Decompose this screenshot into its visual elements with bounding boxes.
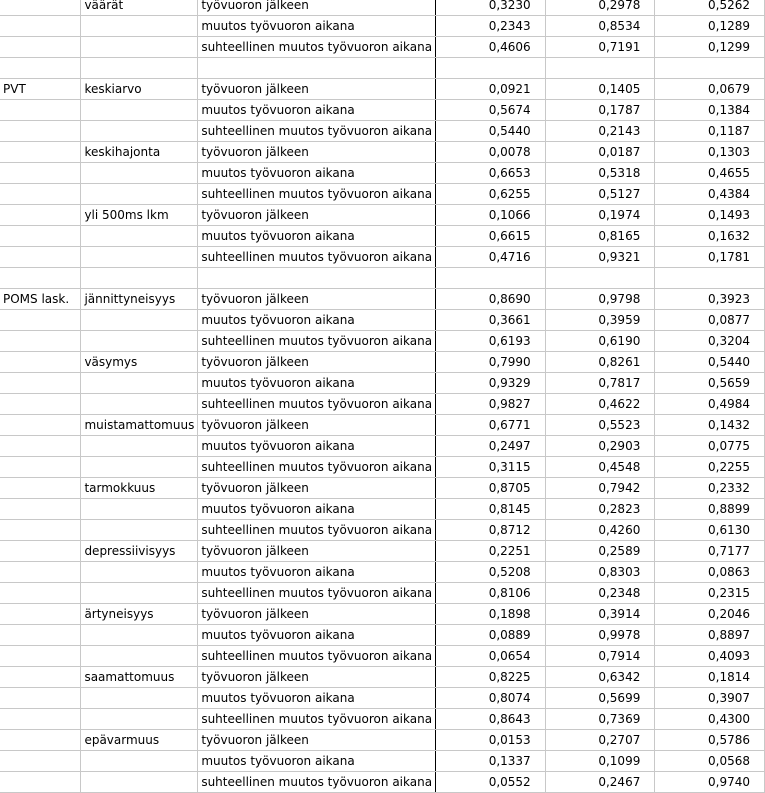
value-cell-c[interactable]: 0,3923	[655, 289, 765, 310]
measure-cell[interactable]	[81, 751, 198, 772]
value-cell-c[interactable]: 0,0877	[655, 310, 765, 331]
condition-cell[interactable]: muutos työvuoron aikana	[198, 16, 436, 37]
value-cell-c[interactable]: 0,2315	[655, 583, 765, 604]
measure-cell[interactable]: muistamattomuus	[81, 415, 198, 436]
group-cell[interactable]	[0, 100, 81, 121]
value-cell-b[interactable]: 0,5127	[545, 184, 655, 205]
value-cell-b[interactable]: 0,3914	[545, 604, 655, 625]
measure-cell[interactable]: yli 500ms lkm	[81, 205, 198, 226]
value-cell-c[interactable]: 0,5786	[655, 730, 765, 751]
table-row	[0, 79, 765, 100]
condition-cell[interactable]	[198, 268, 436, 289]
value-cell-a[interactable]: 0,3115	[436, 457, 546, 478]
value-cell-a[interactable]: 0,7990	[436, 352, 546, 373]
group-cell[interactable]	[0, 184, 81, 205]
group-cell[interactable]	[0, 373, 81, 394]
group-cell[interactable]	[0, 394, 81, 415]
value-cell-c[interactable]: 0,4384	[655, 184, 765, 205]
group-cell[interactable]	[0, 583, 81, 604]
value-cell-b[interactable]: 0,2903	[545, 436, 655, 457]
group-cell[interactable]	[0, 772, 81, 793]
condition-cell[interactable]: suhteellinen muutos työvuoron aikana	[198, 520, 436, 541]
value-cell-a[interactable]	[436, 268, 546, 289]
condition-cell[interactable]: suhteellinen muutos työvuoron aikana	[198, 121, 436, 142]
value-cell-a[interactable]: 0,0552	[436, 772, 546, 793]
value-cell-a[interactable]: 0,1898	[436, 604, 546, 625]
condition-cell[interactable]: muutos työvuoron aikana	[198, 226, 436, 247]
condition-cell[interactable]: työvuoron jälkeen	[198, 79, 436, 100]
group-cell[interactable]	[0, 163, 81, 184]
value-cell-a[interactable]: 0,1337	[436, 751, 546, 772]
value-cell-a[interactable]: 0,5440	[436, 121, 546, 142]
value-cell-a[interactable]: 0,8145	[436, 499, 546, 520]
condition-cell[interactable]: työvuoron jälkeen	[198, 289, 436, 310]
value-cell-c[interactable]: 0,1303	[655, 142, 765, 163]
table-row	[0, 604, 765, 625]
value-cell-c[interactable]: 0,1299	[655, 37, 765, 58]
value-cell-c[interactable]: 0,9740	[655, 772, 765, 793]
condition-cell[interactable]: työvuoron jälkeen	[198, 730, 436, 751]
value-cell-c[interactable]: 0,4093	[655, 646, 765, 667]
table-row	[0, 499, 765, 520]
value-cell-a[interactable]: 0,5674	[436, 100, 546, 121]
measure-cell[interactable]	[81, 226, 198, 247]
table-row	[0, 646, 765, 667]
table-row	[0, 0, 765, 16]
measure-cell[interactable]	[81, 499, 198, 520]
measure-cell[interactable]	[81, 310, 198, 331]
measure-cell[interactable]	[81, 520, 198, 541]
value-cell-b[interactable]: 0,2823	[545, 499, 655, 520]
measure-cell[interactable]	[81, 709, 198, 730]
group-cell[interactable]	[0, 142, 81, 163]
table-row	[0, 457, 765, 478]
group-cell[interactable]	[0, 436, 81, 457]
table-row	[0, 541, 765, 562]
group-cell[interactable]	[0, 625, 81, 646]
value-cell-b[interactable]: 0,2707	[545, 730, 655, 751]
table-row	[0, 37, 765, 58]
condition-cell[interactable]: suhteellinen muutos työvuoron aikana	[198, 331, 436, 352]
value-cell-a[interactable]: 0,0078	[436, 142, 546, 163]
group-cell[interactable]	[0, 310, 81, 331]
condition-cell[interactable]: muutos työvuoron aikana	[198, 100, 436, 121]
value-cell-a[interactable]: 0,3661	[436, 310, 546, 331]
value-cell-b[interactable]: 0,4548	[545, 457, 655, 478]
value-cell-c[interactable]: 0,5659	[655, 373, 765, 394]
condition-cell[interactable]: työvuoron jälkeen	[198, 142, 436, 163]
measure-cell[interactable]	[81, 583, 198, 604]
measure-cell[interactable]: keskihajonta	[81, 142, 198, 163]
value-cell-c[interactable]: 0,0863	[655, 562, 765, 583]
group-cell[interactable]	[0, 331, 81, 352]
group-cell[interactable]	[0, 37, 81, 58]
measure-cell[interactable]: väsymys	[81, 352, 198, 373]
table-row	[0, 688, 765, 709]
group-cell[interactable]	[0, 121, 81, 142]
measure-cell[interactable]	[81, 100, 198, 121]
group-cell[interactable]	[0, 604, 81, 625]
measure-cell[interactable]	[81, 457, 198, 478]
table-row	[0, 436, 765, 457]
value-cell-a[interactable]: 0,4606	[436, 37, 546, 58]
condition-cell[interactable]: työvuoron jälkeen	[198, 352, 436, 373]
condition-cell[interactable]: muutos työvuoron aikana	[198, 562, 436, 583]
table-row	[0, 352, 765, 373]
value-cell-c[interactable]	[655, 58, 765, 79]
value-cell-a[interactable]: 0,9827	[436, 394, 546, 415]
value-cell-c[interactable]: 0,7177	[655, 541, 765, 562]
table-row	[0, 16, 765, 37]
table-row	[0, 478, 765, 499]
value-cell-a[interactable]: 0,0921	[436, 79, 546, 100]
value-cell-a[interactable]: 0,0889	[436, 625, 546, 646]
measure-cell[interactable]	[81, 16, 198, 37]
condition-cell[interactable]: suhteellinen muutos työvuoron aikana	[198, 37, 436, 58]
table-row	[0, 268, 765, 289]
condition-cell[interactable]: työvuoron jälkeen	[198, 478, 436, 499]
value-cell-b[interactable]: 0,6342	[545, 667, 655, 688]
value-cell-c[interactable]: 0,5262	[655, 0, 765, 16]
table-row	[0, 583, 765, 604]
condition-cell[interactable]: suhteellinen muutos työvuoron aikana	[198, 394, 436, 415]
group-cell[interactable]	[0, 352, 81, 373]
condition-cell[interactable]: työvuoron jälkeen	[198, 604, 436, 625]
value-cell-b[interactable]	[545, 268, 655, 289]
condition-cell[interactable]: työvuoron jälkeen	[198, 205, 436, 226]
value-cell-a[interactable]: 0,6193	[436, 331, 546, 352]
value-cell-b[interactable]: 0,1787	[545, 100, 655, 121]
group-cell[interactable]	[0, 415, 81, 436]
table-row	[0, 142, 765, 163]
measure-cell[interactable]: keskiarvo	[81, 79, 198, 100]
value-cell-c[interactable]: 0,6130	[655, 520, 765, 541]
value-cell-b[interactable]: 0,9798	[545, 289, 655, 310]
table-row	[0, 163, 765, 184]
condition-cell[interactable]: suhteellinen muutos työvuoron aikana	[198, 583, 436, 604]
group-cell[interactable]	[0, 457, 81, 478]
value-cell-c[interactable]: 0,1384	[655, 100, 765, 121]
condition-cell[interactable]: muutos työvuoron aikana	[198, 310, 436, 331]
value-cell-b[interactable]: 0,5318	[545, 163, 655, 184]
value-cell-a[interactable]: 0,4716	[436, 247, 546, 268]
value-cell-a[interactable]: 0,8106	[436, 583, 546, 604]
measure-cell[interactable]	[81, 247, 198, 268]
measure-cell[interactable]	[81, 688, 198, 709]
measure-cell[interactable]	[81, 268, 198, 289]
table-row	[0, 625, 765, 646]
value-cell-a[interactable]: 0,8074	[436, 688, 546, 709]
value-cell-a[interactable]: 0,6615	[436, 226, 546, 247]
table-row	[0, 751, 765, 772]
value-cell-b[interactable]: 0,0187	[545, 142, 655, 163]
value-cell-c[interactable]: 0,2255	[655, 457, 765, 478]
value-cell-b[interactable]: 0,5699	[545, 688, 655, 709]
table-row	[0, 331, 765, 352]
value-cell-b[interactable]: 0,1099	[545, 751, 655, 772]
condition-cell[interactable]: muutos työvuoron aikana	[198, 373, 436, 394]
table-row	[0, 310, 765, 331]
value-cell-c[interactable]: 0,4300	[655, 709, 765, 730]
measure-cell[interactable]: jännittyneisyys	[81, 289, 198, 310]
measure-cell[interactable]: epävarmuus	[81, 730, 198, 751]
condition-cell[interactable]: suhteellinen muutos työvuoron aikana	[198, 184, 436, 205]
value-cell-a[interactable]: 0,8705	[436, 478, 546, 499]
condition-cell[interactable]: muutos työvuoron aikana	[198, 499, 436, 520]
condition-cell[interactable]: työvuoron jälkeen	[198, 415, 436, 436]
value-cell-b[interactable]: 0,8261	[545, 352, 655, 373]
value-cell-a[interactable]: 0,1066	[436, 205, 546, 226]
group-cell[interactable]	[0, 541, 81, 562]
value-cell-c[interactable]: 0,4984	[655, 394, 765, 415]
condition-cell[interactable]: työvuoron jälkeen	[198, 0, 436, 16]
value-cell-b[interactable]: 0,3959	[545, 310, 655, 331]
measure-cell[interactable]: väärät	[81, 0, 198, 16]
group-cell[interactable]	[0, 646, 81, 667]
value-cell-b[interactable]: 0,4260	[545, 520, 655, 541]
value-cell-b[interactable]: 0,2467	[545, 772, 655, 793]
value-cell-b[interactable]: 0,4622	[545, 394, 655, 415]
group-cell[interactable]	[0, 226, 81, 247]
value-cell-b[interactable]: 0,6190	[545, 331, 655, 352]
value-cell-a[interactable]: 0,6653	[436, 163, 546, 184]
measure-cell[interactable]	[81, 562, 198, 583]
measure-cell[interactable]: ärtyneisyys	[81, 604, 198, 625]
group-cell[interactable]	[0, 16, 81, 37]
value-cell-b[interactable]: 0,7817	[545, 373, 655, 394]
value-cell-b[interactable]: 0,2589	[545, 541, 655, 562]
value-cell-a[interactable]: 0,6771	[436, 415, 546, 436]
group-cell[interactable]	[0, 520, 81, 541]
group-cell[interactable]	[0, 478, 81, 499]
group-cell[interactable]	[0, 247, 81, 268]
value-cell-c[interactable]: 0,2046	[655, 604, 765, 625]
value-cell-b[interactable]: 0,8165	[545, 226, 655, 247]
condition-cell[interactable]: työvuoron jälkeen	[198, 667, 436, 688]
value-cell-c[interactable]: 0,0679	[655, 79, 765, 100]
value-cell-a[interactable]: 0,5208	[436, 562, 546, 583]
value-cell-b[interactable]: 0,1405	[545, 79, 655, 100]
table-row	[0, 289, 765, 310]
table-row	[0, 247, 765, 268]
value-cell-a[interactable]: 0,2497	[436, 436, 546, 457]
value-cell-b[interactable]: 0,2978	[545, 0, 655, 16]
value-cell-b[interactable]: 0,7191	[545, 37, 655, 58]
value-cell-a[interactable]: 0,8712	[436, 520, 546, 541]
value-cell-c[interactable]: 0,1781	[655, 247, 765, 268]
value-cell-a[interactable]: 0,2343	[436, 16, 546, 37]
value-cell-b[interactable]: 0,8303	[545, 562, 655, 583]
table-row	[0, 394, 765, 415]
value-cell-c[interactable]: 0,1493	[655, 205, 765, 226]
condition-cell[interactable]: muutos työvuoron aikana	[198, 688, 436, 709]
table-row	[0, 520, 765, 541]
group-cell[interactable]	[0, 730, 81, 751]
value-cell-b[interactable]: 0,8534	[545, 16, 655, 37]
value-cell-c[interactable]: 0,8899	[655, 499, 765, 520]
measure-cell[interactable]	[81, 646, 198, 667]
table-row	[0, 373, 765, 394]
condition-cell[interactable]: suhteellinen muutos työvuoron aikana	[198, 457, 436, 478]
measure-cell[interactable]	[81, 184, 198, 205]
table-row	[0, 205, 765, 226]
measure-cell[interactable]	[81, 373, 198, 394]
measure-cell[interactable]: tarmokkuus	[81, 478, 198, 499]
table-row	[0, 184, 765, 205]
group-cell[interactable]	[0, 709, 81, 730]
value-cell-a[interactable]: 0,2251	[436, 541, 546, 562]
group-cell[interactable]	[0, 562, 81, 583]
group-cell[interactable]	[0, 0, 81, 16]
value-cell-b[interactable]	[545, 58, 655, 79]
table-row	[0, 772, 765, 793]
measure-cell[interactable]	[81, 163, 198, 184]
value-cell-a[interactable]: 0,8690	[436, 289, 546, 310]
condition-cell[interactable]: työvuoron jälkeen	[198, 541, 436, 562]
value-cell-a[interactable]: 0,0153	[436, 730, 546, 751]
condition-cell[interactable]: muutos työvuoron aikana	[198, 751, 436, 772]
measure-cell[interactable]: depressiivisyys	[81, 541, 198, 562]
table-row	[0, 121, 765, 142]
value-cell-b[interactable]: 0,7914	[545, 646, 655, 667]
value-cell-b[interactable]: 0,7369	[545, 709, 655, 730]
value-cell-a[interactable]: 0,8225	[436, 667, 546, 688]
value-cell-c[interactable]: 0,5440	[655, 352, 765, 373]
value-cell-a[interactable]: 0,0654	[436, 646, 546, 667]
value-cell-c[interactable]: 0,1814	[655, 667, 765, 688]
value-cell-b[interactable]: 0,9321	[545, 247, 655, 268]
value-cell-c[interactable]: 0,0568	[655, 751, 765, 772]
table-row	[0, 100, 765, 121]
measure-cell[interactable]	[81, 772, 198, 793]
value-cell-c[interactable]: 0,4655	[655, 163, 765, 184]
condition-cell[interactable]: suhteellinen muutos työvuoron aikana	[198, 772, 436, 793]
condition-cell[interactable]: muutos työvuoron aikana	[198, 163, 436, 184]
value-cell-a[interactable]: 0,3230	[436, 0, 546, 16]
value-cell-c[interactable]: 0,2332	[655, 478, 765, 499]
value-cell-b[interactable]: 0,2348	[545, 583, 655, 604]
measure-cell[interactable]	[81, 625, 198, 646]
group-cell[interactable]	[0, 751, 81, 772]
value-cell-b[interactable]: 0,7942	[545, 478, 655, 499]
group-cell[interactable]	[0, 268, 81, 289]
value-cell-c[interactable]: 0,1289	[655, 16, 765, 37]
value-cell-a[interactable]	[436, 58, 546, 79]
value-cell-b[interactable]: 0,9978	[545, 625, 655, 646]
condition-cell[interactable]: suhteellinen muutos työvuoron aikana	[198, 709, 436, 730]
value-cell-b[interactable]: 0,5523	[545, 415, 655, 436]
measure-cell[interactable]	[81, 436, 198, 457]
condition-cell[interactable]: muutos työvuoron aikana	[198, 625, 436, 646]
table-row	[0, 667, 765, 688]
value-cell-c[interactable]: 0,3204	[655, 331, 765, 352]
value-cell-a[interactable]: 0,8643	[436, 709, 546, 730]
value-cell-b[interactable]: 0,1974	[545, 205, 655, 226]
table-row	[0, 58, 765, 79]
measure-cell[interactable]	[81, 58, 198, 79]
measure-cell[interactable]	[81, 331, 198, 352]
table-row	[0, 226, 765, 247]
group-cell[interactable]	[0, 58, 81, 79]
table-row	[0, 415, 765, 436]
measure-cell[interactable]	[81, 37, 198, 58]
condition-cell[interactable]: suhteellinen muutos työvuoron aikana	[198, 247, 436, 268]
table-row	[0, 730, 765, 751]
group-cell[interactable]: POMS lask.	[0, 289, 81, 310]
measure-cell[interactable]	[81, 121, 198, 142]
condition-cell[interactable]: suhteellinen muutos työvuoron aikana	[198, 646, 436, 667]
group-cell[interactable]: PVT	[0, 79, 81, 100]
value-cell-c[interactable]: 0,1187	[655, 121, 765, 142]
measure-cell[interactable]	[81, 394, 198, 415]
value-cell-c[interactable]: 0,8897	[655, 625, 765, 646]
value-cell-a[interactable]: 0,6255	[436, 184, 546, 205]
table-row	[0, 709, 765, 730]
value-cell-c[interactable]: 0,1632	[655, 226, 765, 247]
value-cell-c[interactable]: 0,1432	[655, 415, 765, 436]
group-cell[interactable]	[0, 688, 81, 709]
condition-cell[interactable]: muutos työvuoron aikana	[198, 436, 436, 457]
group-cell[interactable]	[0, 499, 81, 520]
value-cell-a[interactable]: 0,9329	[436, 373, 546, 394]
value-cell-c[interactable]	[655, 268, 765, 289]
measure-cell[interactable]: saamattomuus	[81, 667, 198, 688]
value-cell-b[interactable]: 0,2143	[545, 121, 655, 142]
group-cell[interactable]	[0, 667, 81, 688]
group-cell[interactable]	[0, 205, 81, 226]
condition-cell[interactable]	[198, 58, 436, 79]
value-cell-c[interactable]: 0,0775	[655, 436, 765, 457]
table-row	[0, 562, 765, 583]
value-cell-c[interactable]: 0,3907	[655, 688, 765, 709]
